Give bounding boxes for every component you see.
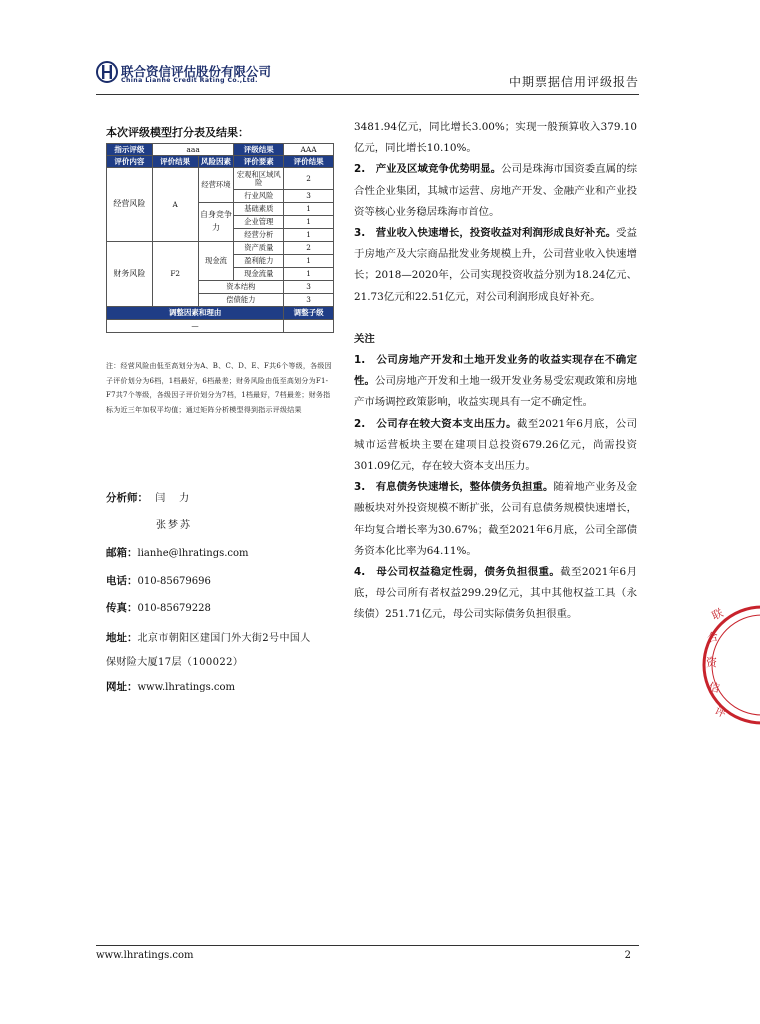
adjust-header-row xyxy=(107,307,334,320)
email-row xyxy=(106,545,249,560)
svg-text:信: 信 xyxy=(707,680,721,696)
concern-title: 关注 xyxy=(354,332,375,345)
rating-result-label: 评级结果 xyxy=(234,144,284,156)
svg-text:联: 联 xyxy=(709,606,726,623)
strength-2-text: 公司是珠海市国资委直属的综合性企业集团，其城市运营、房地产开发、金融产业和产业投资等核心业务稳居珠海市首位。 xyxy=(354,163,637,218)
cell-element: 行业风险 xyxy=(234,190,284,203)
table-footnote: 注：经营风险由低至高划分为A、B、C、D、E、F共6个等级，各级因子评价划分为6档，1档最好，6档最差；财务风险由低至高划分为F1-F7共7个等级，各级因子评价划分为7档，1档最好，7档最差；财务指标为近三年加权平均值；通过矩阵分析模型得到指示评级结果 xyxy=(106,362,332,414)
adjust-value-row xyxy=(107,320,334,333)
col-header-element: 评价要素 xyxy=(234,156,284,168)
email-label: 邮箱： xyxy=(106,547,138,559)
phone-value: 010-85679696 xyxy=(137,576,211,587)
cell-factor-capital-structure: 资本结构 xyxy=(198,281,284,294)
fax-value: 010-85679228 xyxy=(137,603,211,614)
cell-factor-solvency: 偿债能力 xyxy=(198,294,284,307)
concern-2 xyxy=(354,414,637,478)
footer-divider xyxy=(96,945,639,946)
cell-factor-cashflow: 现金流 xyxy=(198,242,234,281)
cell-score: 1 xyxy=(284,203,334,216)
paragraph-revenue: 3481.94亿元，同比增长3.00%；实现一般预算收入379.10亿元，同比增长10.10%。 xyxy=(354,121,637,155)
concern-2-heading: 2. 公司存在较大资本支出压力。 xyxy=(354,417,517,430)
company-name-cn: 联合资信评估股份有限公司 xyxy=(121,64,272,79)
page-number: 2 xyxy=(624,950,631,961)
strength-2-heading: 2. 产业及区域竞争优势明显。 xyxy=(354,163,502,176)
cell-score: 2 xyxy=(284,242,334,255)
adjust-sublevel-label: 调整子级 xyxy=(284,307,334,320)
company-logo-icon xyxy=(96,60,118,84)
analyst-name-1: 闫 力 xyxy=(155,493,192,504)
concern-4-heading: 4. 母公司权益稳定性弱，债务负担很重。 xyxy=(354,566,561,579)
rating-model-table xyxy=(106,143,334,333)
adjust-reason-label: 调整因素和理由 xyxy=(107,307,284,320)
cell-element: 基础素质 xyxy=(234,203,284,216)
col-header-score: 评价结果 xyxy=(284,156,334,168)
concern-1-text: 公司房地产开发和土地一级开发业务易受宏观政策和房地产市场调控政策影响，收益实现具有一定不确定性。 xyxy=(354,375,638,409)
cell-score: 1 xyxy=(284,255,334,268)
table-row xyxy=(107,168,334,190)
cell-financial-result: F2 xyxy=(152,242,198,307)
strength-3-text: 受益于房地产及大宗商品批发业务规模上升，公司营业收入快速增长；2018—2020年，公司实现投资收益分别为18.24亿元、21.73亿元和22.51亿元，对公司利润形成良好补充。 xyxy=(354,227,638,303)
cell-element: 经营分析 xyxy=(234,229,284,242)
svg-text:评: 评 xyxy=(712,703,729,721)
cell-element: 宏观和区域风险 xyxy=(234,168,284,190)
col-header-result: 评价结果 xyxy=(152,156,198,168)
adjust-sublevel-value xyxy=(284,320,334,333)
adjust-reason-value: — xyxy=(107,320,284,333)
email-link[interactable]: lianhe@lhratings.com xyxy=(137,548,249,559)
strength-3-heading: 3. 营业收入快速增长，投资收益对利润形成良好补充。 xyxy=(354,227,617,240)
address-line-2: 保财险大厦17层（100022） xyxy=(106,657,244,668)
fax-label: 传真： xyxy=(106,602,138,614)
cell-score: 1 xyxy=(284,229,334,242)
phone-label: 电话： xyxy=(106,575,138,587)
cell-element: 现金流量 xyxy=(234,268,284,281)
cell-operating-result: A xyxy=(152,168,198,242)
footer-website-link[interactable]: www.lhratings.com xyxy=(96,950,194,961)
concern-2-text: 截至2021年6月底，公司城市运营板块主要在建项目总投资679.26亿元，尚需投资301.09亿元，存在较大资本支出压力。 xyxy=(354,417,637,473)
cell-financial-risk: 财务风险 xyxy=(107,242,153,307)
analyst-name-2: 张梦苏 xyxy=(156,520,192,531)
table-header-row xyxy=(107,156,334,168)
cell-score: 1 xyxy=(284,268,334,281)
cell-score: 3 xyxy=(284,281,334,294)
cell-score: 2 xyxy=(284,168,334,190)
concern-1 xyxy=(354,350,637,414)
cell-factor-competitiveness: 自身竞争力 xyxy=(198,203,234,242)
website-label: 网址： xyxy=(106,681,138,693)
fax-row xyxy=(106,600,211,615)
analyst-row xyxy=(106,489,191,505)
col-header-content: 评价内容 xyxy=(107,156,153,168)
address-row xyxy=(106,629,311,645)
cell-score: 3 xyxy=(284,190,334,203)
concern-1-heading: 1. 公司房地产开发和土地开发业务的收益实现存在不确定性。 xyxy=(354,354,637,388)
cell-operating-risk: 经营风险 xyxy=(107,168,153,242)
strength-3 xyxy=(354,223,637,308)
concern-3 xyxy=(354,477,637,562)
concern-3-heading: 3. 有息债务快速增长，整体债务负担重。 xyxy=(354,481,554,494)
report-body xyxy=(354,117,637,626)
indicative-rating-label: 指示评级 xyxy=(107,144,153,156)
table-row xyxy=(107,242,334,255)
concern-4 xyxy=(354,562,637,626)
cell-score: 3 xyxy=(284,294,334,307)
svg-text:资: 资 xyxy=(706,656,717,669)
svg-text:合: 合 xyxy=(705,629,720,645)
model-table-title: 本次评级模型打分表及结果： xyxy=(106,126,249,139)
analyst-label: 分析师： xyxy=(106,492,148,504)
website-link[interactable]: www.lhratings.com xyxy=(137,682,236,693)
address-label: 地址： xyxy=(106,632,138,644)
cell-element: 资产质量 xyxy=(234,242,284,255)
cell-element: 企业管理 xyxy=(234,216,284,229)
rating-result-value: AAA xyxy=(284,144,334,156)
cell-element: 盈利能力 xyxy=(234,255,284,268)
company-seal-icon xyxy=(700,580,760,750)
indicative-rating-row xyxy=(107,144,334,156)
concern-4-text: 截至2021年6月底，母公司所有者权益299.29亿元，其中其他权益工具（永续债）251.71亿元，母公司实际债务负担很重。 xyxy=(354,566,637,621)
address-line-1: 北京市朝阳区建国门外大街2号中国人 xyxy=(137,633,311,644)
cell-factor-environment: 经营环境 xyxy=(198,168,234,203)
indicative-rating-value: aaa xyxy=(152,144,234,156)
company-name-en: China Lianhe Credit Rating Co.,Ltd. xyxy=(121,77,258,84)
strength-2 xyxy=(354,159,637,223)
cell-score: 1 xyxy=(284,216,334,229)
col-header-factor: 风险因素 xyxy=(198,156,234,168)
header-divider xyxy=(96,94,639,95)
concern-3-text: 随着地产业务及金融板块对外投资规模不断扩张，公司有息债务规模快速增长，年均复合增长率为30.67%；截至2021年6月底，公司全部债务资本化比率为64.11%。 xyxy=(354,481,637,557)
phone-row xyxy=(106,573,211,588)
website-row xyxy=(106,679,235,694)
report-type-title: 中期票据信用评级报告 xyxy=(508,75,639,89)
